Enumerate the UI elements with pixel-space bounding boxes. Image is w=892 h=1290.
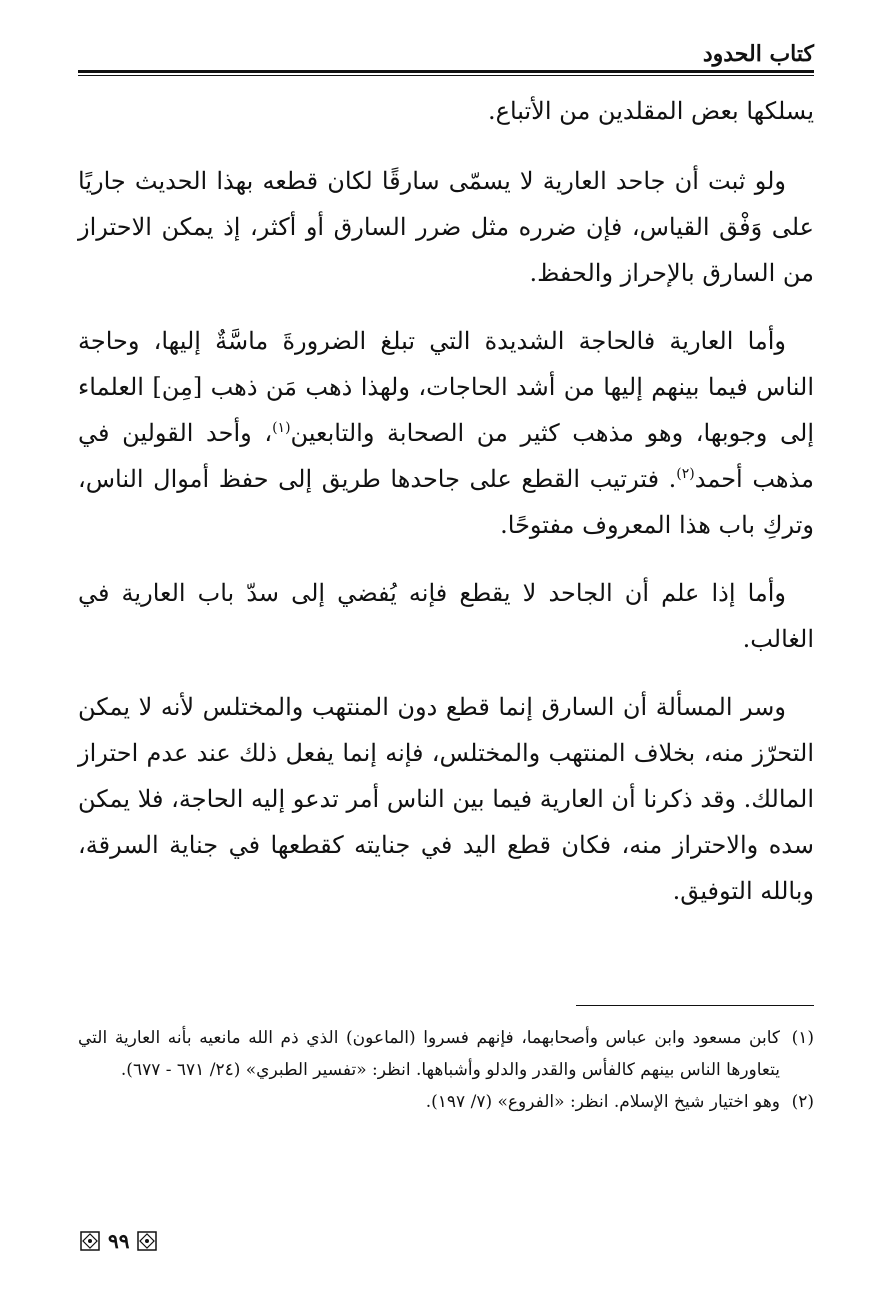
header-rule-thick: [78, 70, 814, 73]
footnote-ref-1[interactable]: (١): [272, 420, 291, 436]
footnote-ref-2[interactable]: (٢): [676, 466, 695, 482]
page-number: ٩٩: [108, 1229, 130, 1253]
paragraph: [78, 684, 814, 914]
footnote-number: (١): [791, 1028, 814, 1048]
running-header-title: كتاب الحدود: [702, 41, 814, 67]
paragraph-text: وسر المسألة أن السارق إنما قطع دون المنتهب والمختلس لأنه لا يمكن التحرّز منه، بخلاف المنتهب والمختلس، فإنه إنما يفعل ذلك عند عدم احتراز المالك. وقد ذكرنا أن العارية فيما بين الناس أمر تدعو إليه الحاجة، فلا يمكن سده والاحتراز منه، فكان قطع اليد في جنايته كقطعها في جناية السرقة، وبالله التوفيق.: [78, 693, 814, 905]
paragraph-text: وأما العارية فالحاجة الشديدة التي تبلغ الضرورةَ ماسَّةٌ إليها، وحاجة الناس فيما بينهم إليها من أشد الحاجات، ولهذا ذهب مَن ذهب [مِن] العلماء إلى وجوبها، وهو مذهب كثير من الصحابة والتابعين: [78, 327, 814, 447]
paragraph: [78, 318, 814, 548]
page-number-block: [80, 1228, 157, 1254]
paragraph-text: يسلكها بعض المقلدين من الأتباع.: [488, 97, 814, 125]
paragraph-text: ، وأحد القولين في مذهب أحمد: [78, 419, 815, 493]
paragraph-text: . فترتيب القطع على جاحدها طريق إلى حفظ أموال الناس، وتركِ باب هذا المعروف مفتوحًا.: [78, 465, 814, 539]
footnote-item: [78, 1086, 814, 1118]
ornament-icon: [80, 1231, 100, 1251]
footnote-item: [78, 1022, 814, 1086]
footnote-text: وهو اختيار شيخ الإسلام. انظر: «الفروع» (٧/ ١٩٧).: [425, 1092, 780, 1112]
paragraph-text: ولو ثبت أن جاحد العارية لا يسمّى سارقًا لكان قطعه بهذا الحديث جاريًا على وَفْق القياس، فإن ضرره مثل ضرر السارق أو أكثر، إذ يمكن الاحتراز من السارق بالإحراز والحفظ.: [78, 167, 814, 287]
paragraph-text: وأما إذا علم أن الجاحد لا يقطع فإنه يُفضي إلى سدّ باب العارية في الغالب.: [78, 579, 814, 653]
footnote-separator: [576, 1005, 814, 1006]
paragraph: [78, 88, 814, 134]
ornament-icon: [137, 1231, 157, 1251]
footnote-number: (٢): [791, 1092, 814, 1112]
paragraph: [78, 570, 814, 662]
footnotes: [78, 1022, 814, 1118]
main-text: [78, 88, 814, 936]
paragraph: [78, 158, 814, 296]
header-rule-thin: [78, 75, 814, 76]
footnote-text: كابن مسعود وابن عباس وأصحابهما، فإنهم فسروا (الماعون) الذي ذم الله مانعيه بأنه العارية التي يتعاورها الناس بينهم كالفأس والقدر والدلو وأشباهها. انظر: «تفسير الطبري» (٢٤/ ٦٧١ - ٦٧٧).: [78, 1028, 780, 1080]
